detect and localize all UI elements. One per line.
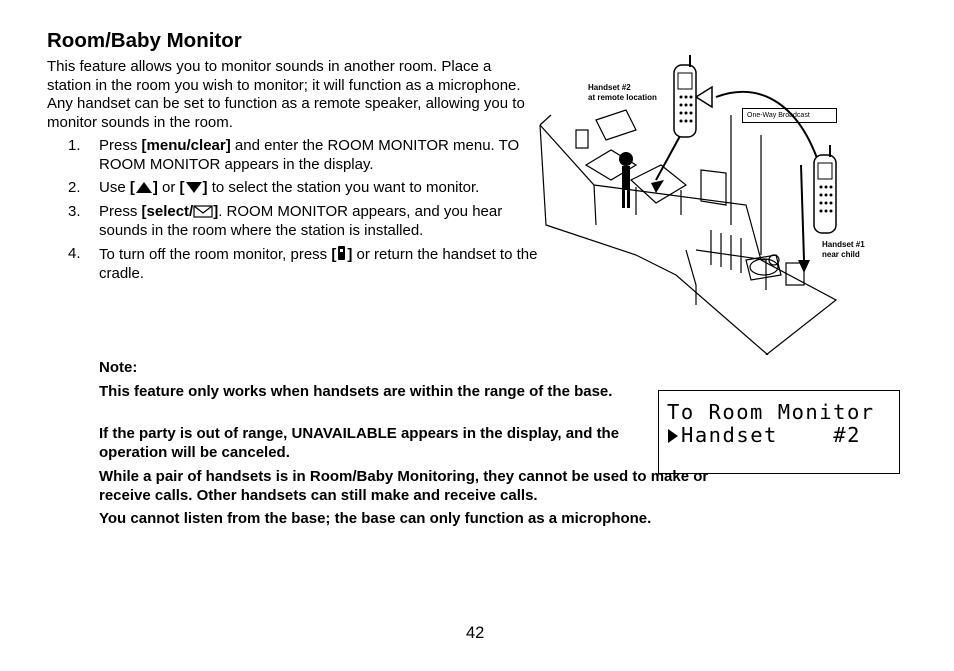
step-number: 3. <box>68 203 81 220</box>
note-item-2: If the party is out of range, UNAVAILABLE appears in the display, and the operation will be canceled. <box>99 425 620 461</box>
note-item-3: While a pair of handsets is in Room/Baby Monitoring, they cannot be used to make or receive calls. Other handsets can still make and receive calls. <box>99 468 709 504</box>
one-way-broadcast-label: One-Way Broadcast <box>742 108 837 123</box>
envelope-icon <box>193 205 213 218</box>
page-title: Room/Baby Monitor <box>47 29 242 52</box>
handset2-label: Handset #2 at remote location <box>588 83 657 102</box>
up-arrow-icon <box>135 181 153 194</box>
phone-icon <box>336 245 347 261</box>
down-arrow-icon <box>185 181 203 194</box>
note-heading: Note: <box>99 359 138 376</box>
step-number: 1. <box>68 137 81 154</box>
step-number: 2. <box>68 179 81 196</box>
menu-clear-key: [menu/clear] <box>141 137 231 154</box>
lcd-display <box>658 390 900 474</box>
lcd-line-1: To Room Monitor <box>667 400 875 424</box>
select-key: [select/ <box>141 203 194 220</box>
intro-paragraph: This feature allows you to monitor sounds in another room. Place a station in the room you wish to monitor; it will function as a microphone. Any handset can be set to function as a remote speaker, allowing you to monitor sounds in the room. <box>47 58 525 131</box>
note-item-1: This feature only works when handsets are within the range of the base. <box>99 383 613 400</box>
step-number: 4. <box>68 245 81 262</box>
note-item-4: You cannot listen from the base; the base can only function as a microphone. <box>99 510 652 527</box>
handset1-label: Handset #1 near child <box>822 240 865 259</box>
page-number: 42 <box>466 624 485 642</box>
triangle-pointer-icon <box>667 428 679 444</box>
lcd-line-2: Handset #2 <box>681 423 861 447</box>
